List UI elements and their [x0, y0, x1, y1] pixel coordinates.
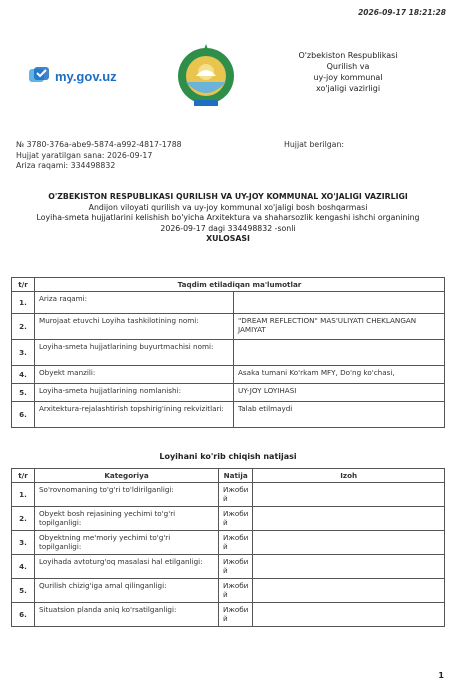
review-section-title: Loyihani ko'rib chiqish natijasi — [159, 452, 297, 461]
table-row: 4. Obyekt manzili: Asaka tumani Ko'rkam MFY, Do'ng ko'chasi, — [12, 366, 445, 384]
table-row: 1. So'rovnomaning to'g'ri to'ldirilganligi: Ижоби й — [12, 483, 445, 507]
table-row: 5. Qurilish chizig'iga amal qilinganligi: Ижоби й — [12, 579, 445, 603]
info-table: t/r Taqdim etiladiqan ma'lumotlar 1. Ariza raqami: 2. Murojaat etuvchi Loyiha tashkilotining nomi: "DREAM REFLECTION" MAS'ULIYATI CHEKLANGAN JAMIYAT 3. Loyiha-smeta hujjatlarining buyurtmachisi nomi: 4. Obyekt manzili: Asaka tumani Ko'rkam MFY, Do'ng ko'chasi, 5. Loyiha-smeta hujjatlarining nomlanishi: UY-JOY LOYIHASI 6. Arxitektura-rejalashtirish topshirig'ining rekvizitlari: Talab etilmaydi — [11, 277, 445, 428]
created-date: Hujjat yaratilgan sana: 2026-09-17 — [16, 150, 153, 160]
logo-text: my.gov.uz — [55, 68, 117, 84]
document-number: № 3780-376a-abe9-5874-a992-4817-1788 — [16, 140, 182, 149]
timestamp: 2026-09-17 18:21:28 — [358, 8, 446, 17]
table-row: 1. Ariza raqami: — [12, 292, 445, 314]
mygov-icon — [28, 66, 52, 86]
table-row: 2. Obyekt bosh rejasining yechimi to'g'ri topilganligi: Ижоби й — [12, 507, 445, 531]
table-row: 6. Situatsion planda aniq ko'rsatilganligi: Ижоби й — [12, 603, 445, 627]
table-row: 3. Obyektning me'moriy yechimi to'g'ri topilganligi: Ижоби й — [12, 531, 445, 555]
mygov-logo[interactable] — [28, 66, 117, 86]
ministry-title: O'ZBEKISTON RESPUBLIKASI QURILISH VA UY-JOY KOMMUNAL XO'JALIGI VAZIRLIGI — [48, 192, 408, 201]
table-row: 2. Murojaat etuvchi Loyiha tashkilotining nomi: "DREAM REFLECTION" MAS'ULIYATI CHEKLANGAN JAMIYAT — [12, 314, 445, 340]
review-table: t/r Kategoriya Natija Izoh 1. So'rovnomaning to'g'ri to'ldirilganligi: Ижоби й 2. Obyekt bosh rejasining yechimi to'g'ri topilganligi: Ижоби й 3. Obyektning me'moriy yechimi to'g'ri topilganligi: Ижоби й 4. Loyihada avtoturg'oq masalasi hal etilganligi: Ижоби й 5. Qurilish chizig'iga amal qilinganligi: Ижоби й 6. Situatsion planda aniq ko'rsatilganligi: Ижоби й — [11, 468, 445, 627]
page-number: 1 — [438, 671, 444, 680]
document-heading: O'ZBEKISTON RESPUBLIKASI QURILISH VA UY-JOY KOMMUNAL XO'JALIGI VAZIRLIGI Andijon viloyati qurilish va uy-joy kommunal xo'jaligi bosh boshqarmasi Loyiha-smeta hujjatlarini kelishish bo'yicha Arxitektura va shaharsozlik kengashi ishchi organining 2026-09-17 dagi 334498832 -sonli XULOSASI — [0, 192, 456, 245]
received-label: Hujjat berilgan: — [284, 140, 345, 149]
application-number: Ariza raqami: 334498832 — [16, 161, 116, 170]
table-row: 5. Loyiha-smeta hujjatlarining nomlanishi: UY-JOY LOYIHASI — [12, 384, 445, 402]
table-row: 3. Loyiha-smeta hujjatlarining buyurtmachisi nomi: — [12, 340, 445, 366]
state-emblem-icon — [174, 42, 238, 112]
ministry-name: O'zbekiston Respublikasi Qurilish va uy-joy kommunal xo'jaligi vazirligi — [298, 51, 398, 93]
document-meta — [16, 140, 182, 172]
document-subtitle: XULOSASI — [206, 234, 250, 243]
table-row: 6. Arxitektura-rejalashtirish topshirig'ining rekvizitlari: Talab etilmaydi — [12, 402, 445, 428]
table-row: 4. Loyihada avtoturg'oq masalasi hal etilganligi: Ижоби й — [12, 555, 445, 579]
